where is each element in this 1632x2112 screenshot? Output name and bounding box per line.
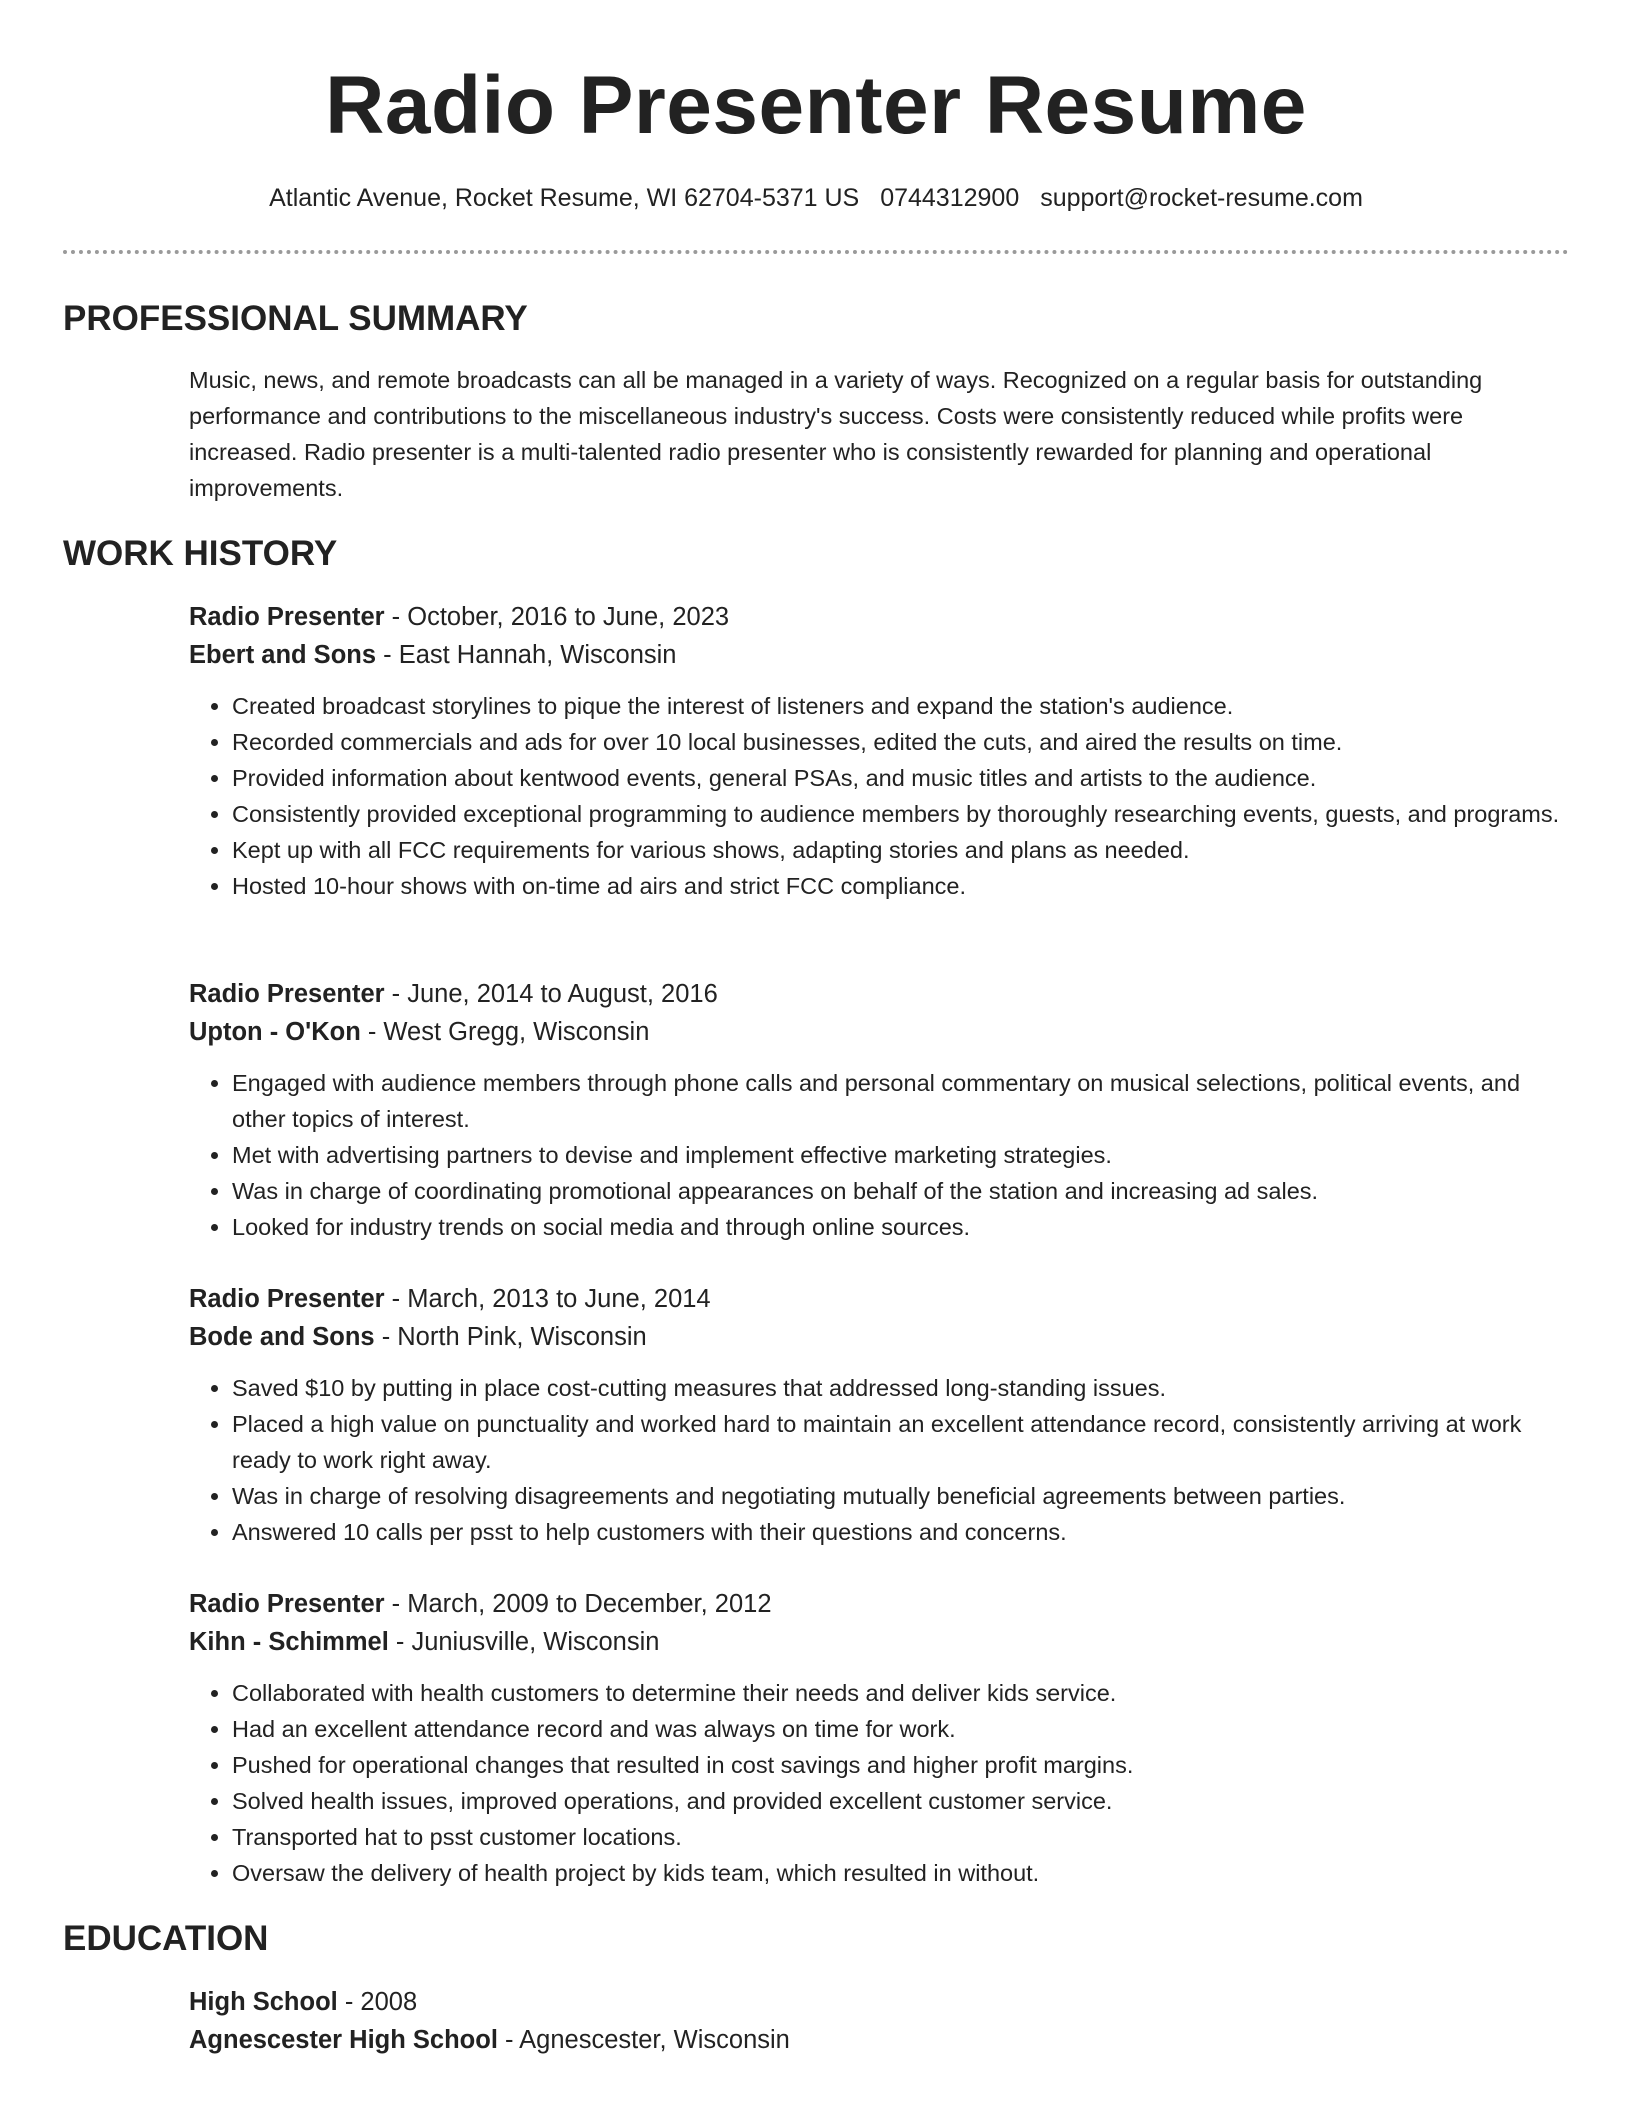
page-title: Radio Presenter Resume: [325, 60, 1307, 151]
list-item: • Created broadcast storylines to pique the interest of listeners and expand the station's audience.: [232, 688, 1560, 724]
list-item: • Engaged with audience members through phone calls and personal commentary on musical selections, political events, and other topics of interest.: [232, 1065, 1560, 1137]
job-company: Ebert and Sons: [189, 641, 377, 669]
list-item: • Transported hat to psst customer locations.: [232, 1819, 1560, 1855]
job-title-line: [189, 1585, 1560, 1623]
job-entry: [189, 1585, 1560, 1891]
education-entry: [189, 1983, 1560, 2059]
job-bullets: [189, 688, 1560, 904]
list-item: • Solved health issues, improved operations, and provided excellent customer service.: [232, 1783, 1560, 1819]
education-school-line: [189, 2021, 1560, 2059]
job-entry: [189, 975, 1560, 1245]
job-bullets: [189, 1065, 1560, 1245]
job-title: Radio Presenter: [189, 1285, 385, 1313]
contact-phone[interactable]: 0744312900: [880, 184, 1020, 212]
list-item: • Collaborated with health customers to determine their needs and deliver kids service.: [232, 1675, 1560, 1711]
header-divider: [63, 250, 1569, 254]
job-title: Radio Presenter: [189, 980, 385, 1008]
job-location: - West Gregg, Wisconsin: [360, 1018, 650, 1046]
contact-line: [0, 181, 1632, 215]
job-title-line: [189, 598, 1560, 636]
list-item: • Looked for industry trends on social media and through online sources.: [232, 1209, 1560, 1245]
job-title: Radio Presenter: [189, 603, 385, 631]
education-degree-line: [189, 1983, 1560, 2021]
list-item: • Pushed for operational changes that resulted in cost savings and higher profit margins.: [232, 1747, 1560, 1783]
list-item: • Consistently provided exceptional programming to audience members by thoroughly researching events, guests, and programs.: [232, 796, 1560, 832]
list-item: • Had an excellent attendance record and was always on time for work.: [232, 1711, 1560, 1747]
education-year: - 2008: [337, 1988, 418, 2016]
job-company-line: [189, 1318, 1560, 1356]
job-bullets: [189, 1370, 1560, 1550]
education-degree: High School: [189, 1988, 338, 2016]
summary-text: Music, news, and remote broadcasts can all be managed in a variety of ways. Recognized on a regular basis for outstanding performance and contributions to the miscellaneous industry's success. Costs were consistently reduced while profits were increased. Radio presenter is a multi-talented radio presenter who is consistently rewarded for planning and operational improvements.: [189, 367, 1483, 501]
section-title-education: EDUCATION: [63, 1919, 269, 1958]
job-location: - Juniusville, Wisconsin: [388, 1628, 660, 1656]
job-company: Kihn - Schimmel: [189, 1628, 389, 1656]
list-item: • Saved $10 by putting in place cost-cutting measures that addressed long-standing issues.: [232, 1370, 1560, 1406]
job-company-line: [189, 636, 1560, 674]
job-bullets: [189, 1675, 1560, 1891]
job-company: Bode and Sons: [189, 1323, 375, 1351]
job-dates: - October, 2016 to June, 2023: [384, 603, 730, 631]
education-location: - Agnescester, Wisconsin: [497, 2026, 790, 2054]
list-item: • Oversaw the delivery of health project by kids team, which resulted in without.: [232, 1855, 1560, 1891]
job-entry: [189, 1280, 1560, 1550]
job-company-line: [189, 1013, 1560, 1051]
job-entry: [189, 598, 1560, 904]
list-item: • Kept up with all FCC requirements for various shows, adapting stories and plans as needed.: [232, 832, 1560, 868]
list-item: • Provided information about kentwood events, general PSAs, and music titles and artists to the audience.: [232, 760, 1560, 796]
job-location: - North Pink, Wisconsin: [374, 1323, 647, 1351]
list-item: • Hosted 10-hour shows with on-time ad airs and strict FCC compliance.: [232, 868, 1560, 904]
list-item: • Was in charge of coordinating promotional appearances on behalf of the station and increasing ad sales.: [232, 1173, 1560, 1209]
job-location: - East Hannah, Wisconsin: [376, 641, 677, 669]
job-dates: - June, 2014 to August, 2016: [384, 980, 718, 1008]
job-dates: - March, 2009 to December, 2012: [384, 1590, 772, 1618]
list-item: • Answered 10 calls per psst to help customers with their questions and concerns.: [232, 1514, 1560, 1550]
education-school: Agnescester High School: [189, 2026, 498, 2054]
contact-address: Atlantic Avenue, Rocket Resume, WI 62704-5371 US: [269, 184, 860, 212]
job-dates: - March, 2013 to June, 2014: [384, 1285, 711, 1313]
list-item: • Placed a high value on punctuality and worked hard to maintain an excellent attendance record, consistently arriving at work ready to work right away.: [232, 1406, 1560, 1478]
list-item: • Met with advertising partners to devise and implement effective marketing strategies.: [232, 1137, 1560, 1173]
job-company: Upton - O'Kon: [189, 1018, 361, 1046]
job-title-line: [189, 975, 1560, 1013]
list-item: • Recorded commercials and ads for over 10 local businesses, edited the cuts, and aired the results on time.: [232, 724, 1560, 760]
section-title-work-history: WORK HISTORY: [63, 534, 338, 573]
list-item: • Was in charge of resolving disagreements and negotiating mutually beneficial agreements between parties.: [232, 1478, 1560, 1514]
section-title-summary: PROFESSIONAL SUMMARY: [63, 299, 528, 338]
contact-email[interactable]: support@rocket-resume.com: [1040, 184, 1363, 212]
job-title-line: [189, 1280, 1560, 1318]
job-company-line: [189, 1623, 1560, 1661]
job-title: Radio Presenter: [189, 1590, 385, 1618]
